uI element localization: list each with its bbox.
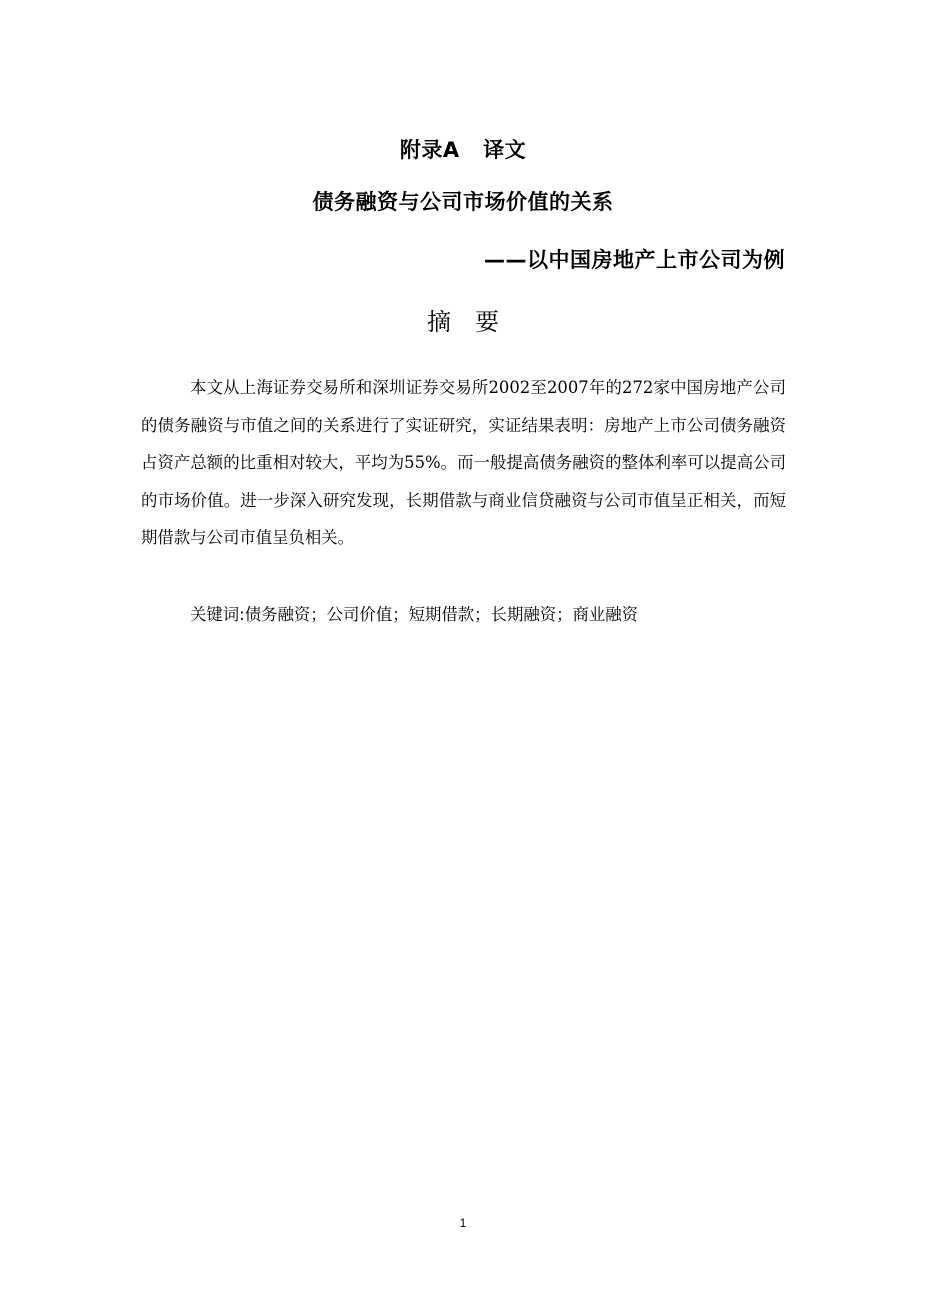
appendix-title: 附录A 译文 xyxy=(399,138,527,162)
keywords-line xyxy=(190,599,790,631)
main-title: 债务融资与公司市场价值的关系 xyxy=(312,190,614,214)
abstract-heading: 摘要 xyxy=(427,308,523,336)
abstract-body: 本文从上海证券交易所和深圳证券交易所2002至2007年的272家中国房地产公司的债务融资与市值之间的关系进行了实证研究，实证结果表明：房地产上市公司债务融资占资产总额的比重相对较大，平均为55%。而一般提高债务融资的整体利率可以提高公司的市场价值。进一步深入研究发现，长期借款与商业信贷融资与公司市值呈正相关，而短期借款与公司市值呈负相关。 xyxy=(141,378,786,548)
keywords-text: 债务融资；公司价值；短期借款；长期融资；商业融资 xyxy=(244,605,639,624)
subtitle: ——以中国房地产上市公司为例 xyxy=(484,248,785,272)
keywords-label: 关键词: xyxy=(190,605,245,624)
page-number: 1 xyxy=(459,1216,467,1230)
